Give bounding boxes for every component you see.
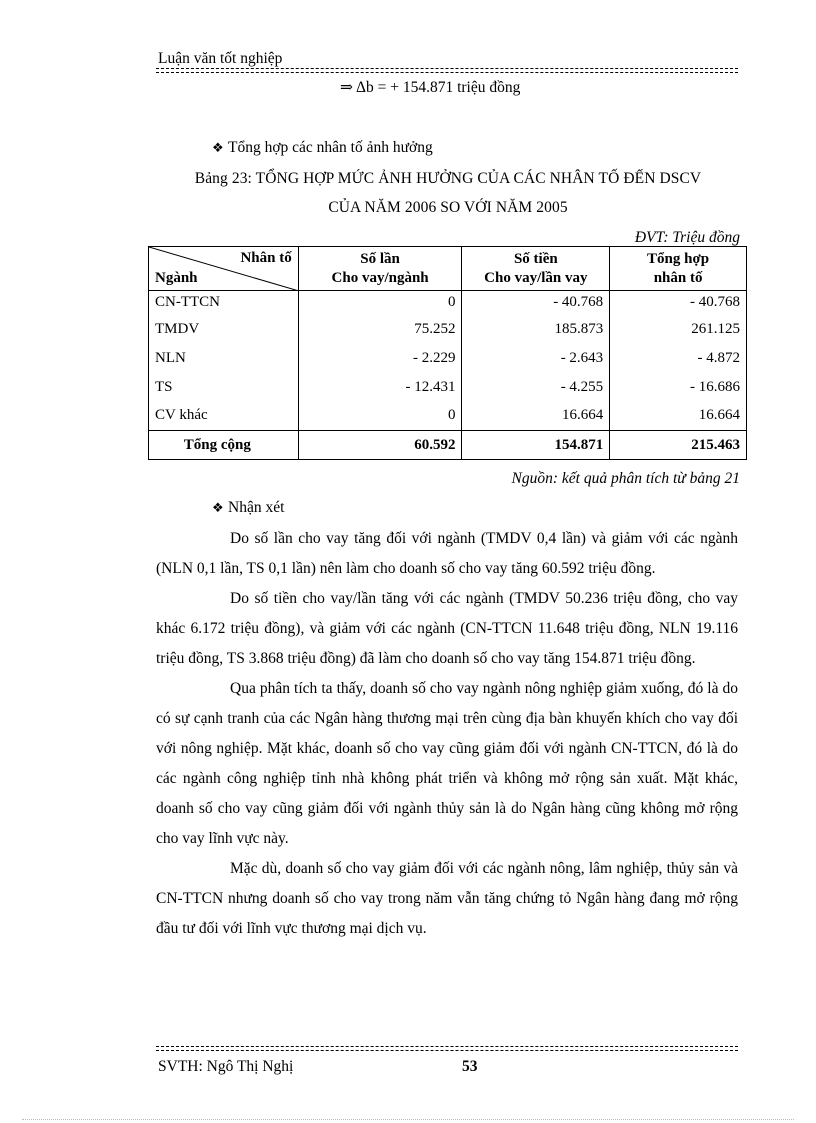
paragraph: Mặc dù, doanh số cho vay giảm đối với các ngành nông, lâm nghiệp, thủy sản và CN-TTCN nhưng doanh số cho vay trong năm vẫn tăng chứng tỏ Ngân hàng đang mở rộng đầu tư đối với lĩnh vực thương mại dịch vụ. [156, 860, 738, 937]
page-number: 53 [462, 1058, 478, 1075]
row-times: - 2.229 [298, 344, 462, 373]
row-amount: - 4.255 [462, 373, 610, 402]
header-col-amount-line2: Cho vay/lần vay [484, 269, 588, 286]
row-total: - 16.686 [610, 373, 747, 402]
header-col-amount [462, 247, 610, 291]
header-col-total [610, 247, 747, 291]
paragraph: Do số tiền cho vay/lần tăng với các ngành (TMDV 50.236 triệu đồng, cho vay khác 6.172 triệu đồng), và giảm với các ngành (CN-TTCN 11.648 triệu đồng, NLN 19.116 triệu đồng, TS 3.868 triệu đồng) đã làm cho doanh số cho vay tăng 154.871 triệu đồng. [156, 590, 738, 667]
row-times: 75.252 [298, 315, 462, 344]
header-title: Luận văn tốt nghiệp [158, 50, 283, 67]
total-label: Tổng cộng [149, 431, 299, 460]
table-source: Nguồn: kết quả phân tích từ bảng 21 [511, 470, 740, 487]
table-header-row [149, 247, 747, 291]
row-sector: CV khác [149, 402, 299, 431]
section-heading-text: Nhận xét [228, 499, 285, 516]
row-total: - 40.768 [610, 291, 747, 315]
row-amount: 16.664 [462, 402, 610, 431]
table-row [149, 402, 747, 431]
row-amount: - 2.643 [462, 344, 610, 373]
table-row [149, 344, 747, 373]
header-col-amount-line1: Số tiền [513, 250, 558, 267]
footer-rule [156, 1046, 738, 1051]
diamond-bullet-icon: ❖ [212, 141, 224, 156]
paragraph: Do số lần cho vay tăng đối với ngành (TMDV 0,4 lần) và giảm với các ngành (NLN 0,1 lần, TS 0,1 lần) nên làm cho doanh số cho vay tăng 60.592 triệu đồng. [156, 530, 738, 577]
total-sum: 215.463 [610, 431, 747, 460]
header-col-total-line2: nhân tố [653, 269, 703, 286]
footer-author: SVTH: Ngô Thị Nghị [158, 1058, 294, 1075]
row-total: - 4.872 [610, 344, 747, 373]
row-amount: - 40.768 [462, 291, 610, 315]
header-rule [156, 68, 738, 73]
row-amount: 185.873 [462, 315, 610, 344]
total-times: 60.592 [298, 431, 462, 460]
table-row [149, 315, 747, 344]
diamond-bullet-icon: ❖ [212, 501, 224, 516]
row-times: - 12.431 [298, 373, 462, 402]
row-sector: TS [149, 373, 299, 402]
row-sector: CN-TTCN [149, 291, 299, 315]
header-col-times-line1: Số lần [360, 250, 400, 267]
header-factor-label: Nhân tố [240, 250, 292, 266]
total-amount: 154.871 [462, 431, 610, 460]
header-col-times [298, 247, 462, 291]
table-unit: ĐVT: Triệu đồng [634, 229, 740, 246]
row-total: 16.664 [610, 402, 747, 431]
section-heading-factors [212, 139, 433, 157]
row-sector: TMDV [149, 315, 299, 344]
header-diagonal-cell [149, 247, 299, 291]
table-total-row [149, 431, 747, 460]
section-heading-remarks [212, 499, 284, 517]
header-sector-label: Ngành [155, 270, 198, 286]
header-col-times-line2: Cho vay/ngành [331, 269, 429, 286]
factor-table [148, 246, 747, 460]
table-row [149, 291, 747, 315]
row-sector: NLN [149, 344, 299, 373]
header-col-total-line1: Tổng hợp [647, 250, 710, 267]
remarks-body [156, 524, 738, 944]
row-times: 0 [298, 402, 462, 431]
section-heading-text: Tổng hợp các nhân tố ảnh hưởng [228, 139, 433, 156]
table-title-line2: CỦA NĂM 2006 SO VỚI NĂM 2005 [328, 199, 568, 216]
page-bottom-edge [22, 1119, 794, 1120]
formula-line: ⇒ Δb = + 154.871 triệu đồng [340, 79, 521, 96]
paragraph: Qua phân tích ta thấy, doanh số cho vay ngành nông nghiệp giảm xuống, đó là do có sự cạnh tranh của các Ngân hàng thương mại trên cùng địa bàn khuyến khích cho vay đối với nông nghiệp. Mặt khác, doanh số cho vay cũng giảm đối với ngành CN-TTCN, đó là do các ngành công nghiệp tỉnh nhà không phát triển và không mở rộng sản xuất. Mặt khác, doanh số cho vay cũng giảm đối với ngành thủy sản là do Ngân hàng cũng không mở rộng cho vay lĩnh vực này. [156, 680, 738, 847]
row-times: 0 [298, 291, 462, 315]
table-row [149, 373, 747, 402]
row-total: 261.125 [610, 315, 747, 344]
table-title-line1: Bảng 23: TỔNG HỢP MỨC ẢNH HƯỞNG CỦA CÁC NHÂN TỐ ĐẾN DSCV [194, 170, 702, 187]
